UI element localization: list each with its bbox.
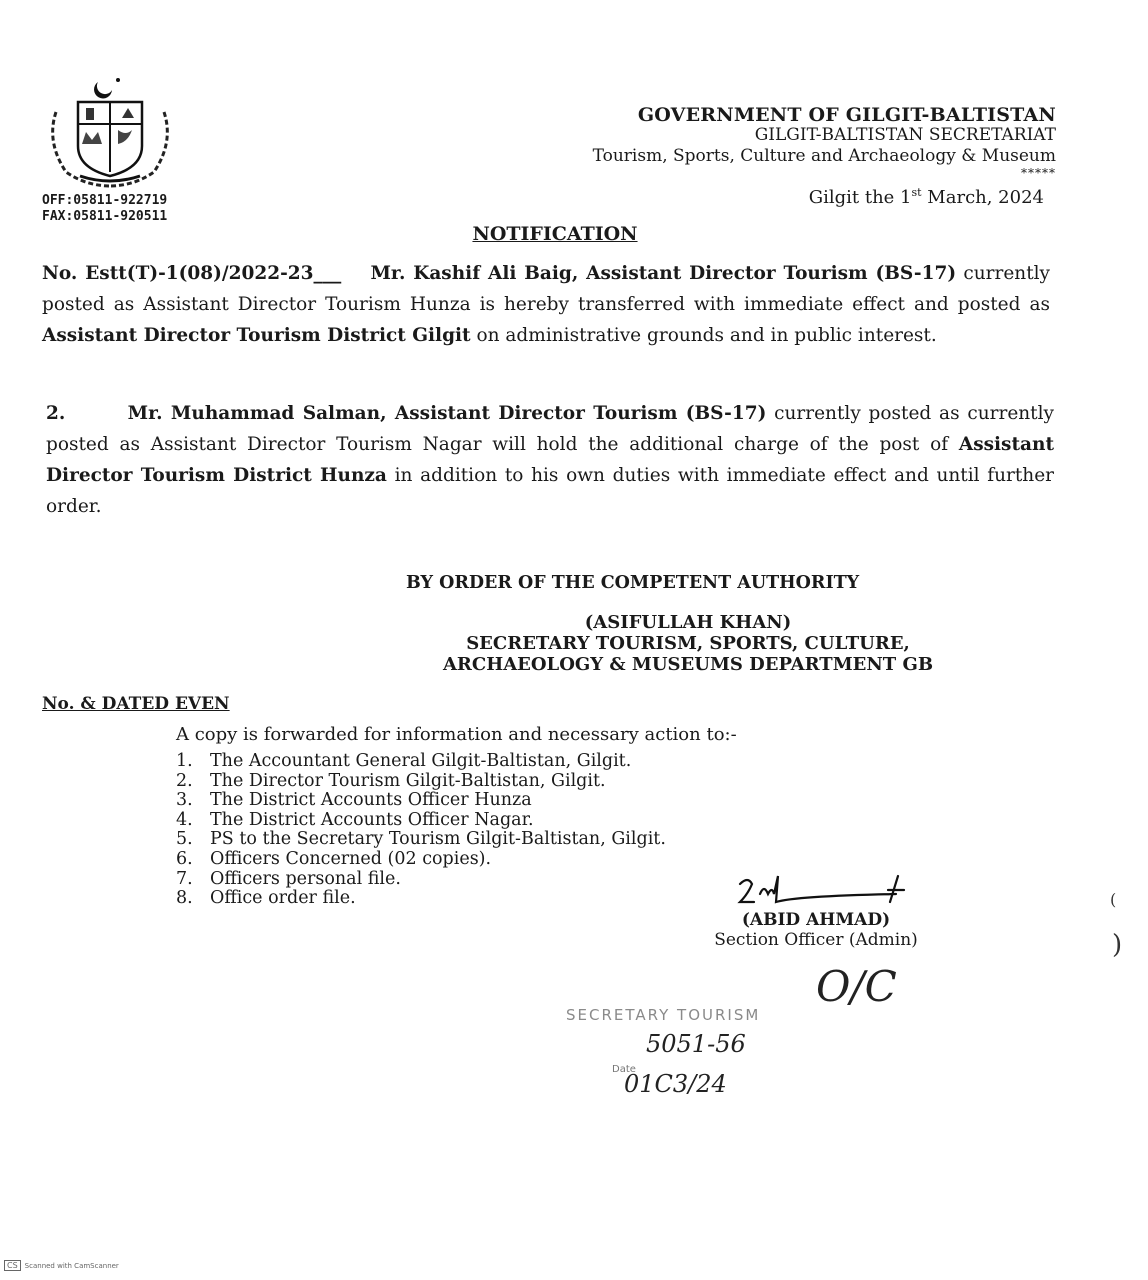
- government-emblem-icon: [36, 72, 186, 192]
- paragraph-2: 2. Mr. Muhammad Salman, Assistant Director Tourism (BS-17) currently posted as currently posted as Assistant Director Tourism Nagar will hold the additional charge of the post of Assistant Director Tourism District Hunza in addition to his own duties with immediate effect and until further order.: [46, 403, 1054, 517]
- notification-title: NOTIFICATION: [472, 223, 638, 245]
- copy-intro: A copy is forwarded for information and necessary action to:-: [176, 724, 737, 745]
- secretary-name: (ASIFULLAH KHAN): [584, 612, 792, 633]
- list-item: 3. The District Accounts Officer Hunza: [176, 790, 532, 811]
- stamp-date: 01C3/24: [624, 1070, 727, 1098]
- secretary-block: [0, 612, 1148, 675]
- list-item: 8. Office order file.: [176, 888, 356, 909]
- header-government: GOVERNMENT OF GILGIT-BALTISTAN: [637, 104, 1056, 126]
- header-stars: *****: [1021, 166, 1056, 180]
- margin-mark: (: [1110, 890, 1117, 909]
- list-item: 5. PS to the Secretary Tourism Gilgit-Baltistan, Gilgit.: [176, 829, 666, 850]
- handwritten-signature-icon: [730, 872, 920, 912]
- dated-even-heading: No. & DATED EVEN: [42, 694, 230, 714]
- list-item: 2. The Director Tourism Gilgit-Baltistan, Gilgit.: [176, 770, 606, 791]
- fax-number: FAX:05811-920511: [42, 209, 168, 224]
- list-item: 4. The District Accounts Officer Nagar.: [176, 809, 534, 830]
- signatory-name: (ABID AHMAD): [741, 910, 891, 930]
- additional-charge-post: Assistant Director Tourism District Hunza: [46, 434, 1054, 486]
- camscanner-icon: CS: [4, 1260, 21, 1271]
- list-item: 6. Officers Concerned (02 copies).: [176, 848, 492, 869]
- header-department: Tourism, Sports, Culture and Archaeology & Museum: [592, 146, 1056, 166]
- stamp-diary-number: 5051-56: [646, 1030, 746, 1058]
- stamp-office: SECRETARY TOURISM: [566, 1006, 761, 1024]
- officer-name-1: Mr. Kashif Ali Baig, Assistant Director Tourism (BS-17): [370, 263, 957, 284]
- issue-date: Gilgit the 1st March, 2024: [808, 186, 1044, 208]
- list-item: 7. Officers personal file.: [176, 868, 401, 889]
- stamp-date-label: Date: [612, 1064, 636, 1075]
- new-posting-1: Assistant Director Tourism District Gilgit: [42, 325, 471, 346]
- by-order-line: BY ORDER OF THE COMPETENT AUTHORITY: [406, 573, 860, 593]
- list-item: 1. The Accountant General Gilgit-Baltistan, Gilgit.: [176, 751, 632, 771]
- signatory-role: Section Officer (Admin): [714, 930, 918, 950]
- officer-name-2: Mr. Muhammad Salman, Assistant Director Tourism (BS-17): [127, 403, 767, 424]
- oc-annotation: O/C: [816, 962, 897, 1011]
- header-secretariat: GILGIT-BALTISTAN SECRETARIAT: [754, 125, 1056, 145]
- secretary-role-2: ARCHAEOLOGY & MUSEUMS DEPARTMENT GB: [442, 654, 934, 675]
- distribution-list: [176, 752, 666, 909]
- receipt-stamp: [560, 1000, 810, 1110]
- paragraph-1: No. Estt(T)-1(08)/2022-23___ Mr. Kashif Ali Baig, Assistant Director Tourism (BS-17) currently posted as Assistant Director Tourism Hunza is hereby transferred with immediate effect and posted as Assistant Director Tourism District Gilgit on administrative grounds and in public interest.: [42, 263, 1051, 346]
- margin-mark: ): [1112, 930, 1123, 960]
- reference-number: No. Estt(T)-1(08)/2022-23___: [42, 263, 342, 284]
- office-phone: OFF:05811-922719: [42, 193, 168, 208]
- scanner-footer: CS Scanned with CamScanner: [4, 1260, 119, 1271]
- secretary-role-1: SECRETARY TOURISM, SPORTS, CULTURE,: [466, 633, 910, 654]
